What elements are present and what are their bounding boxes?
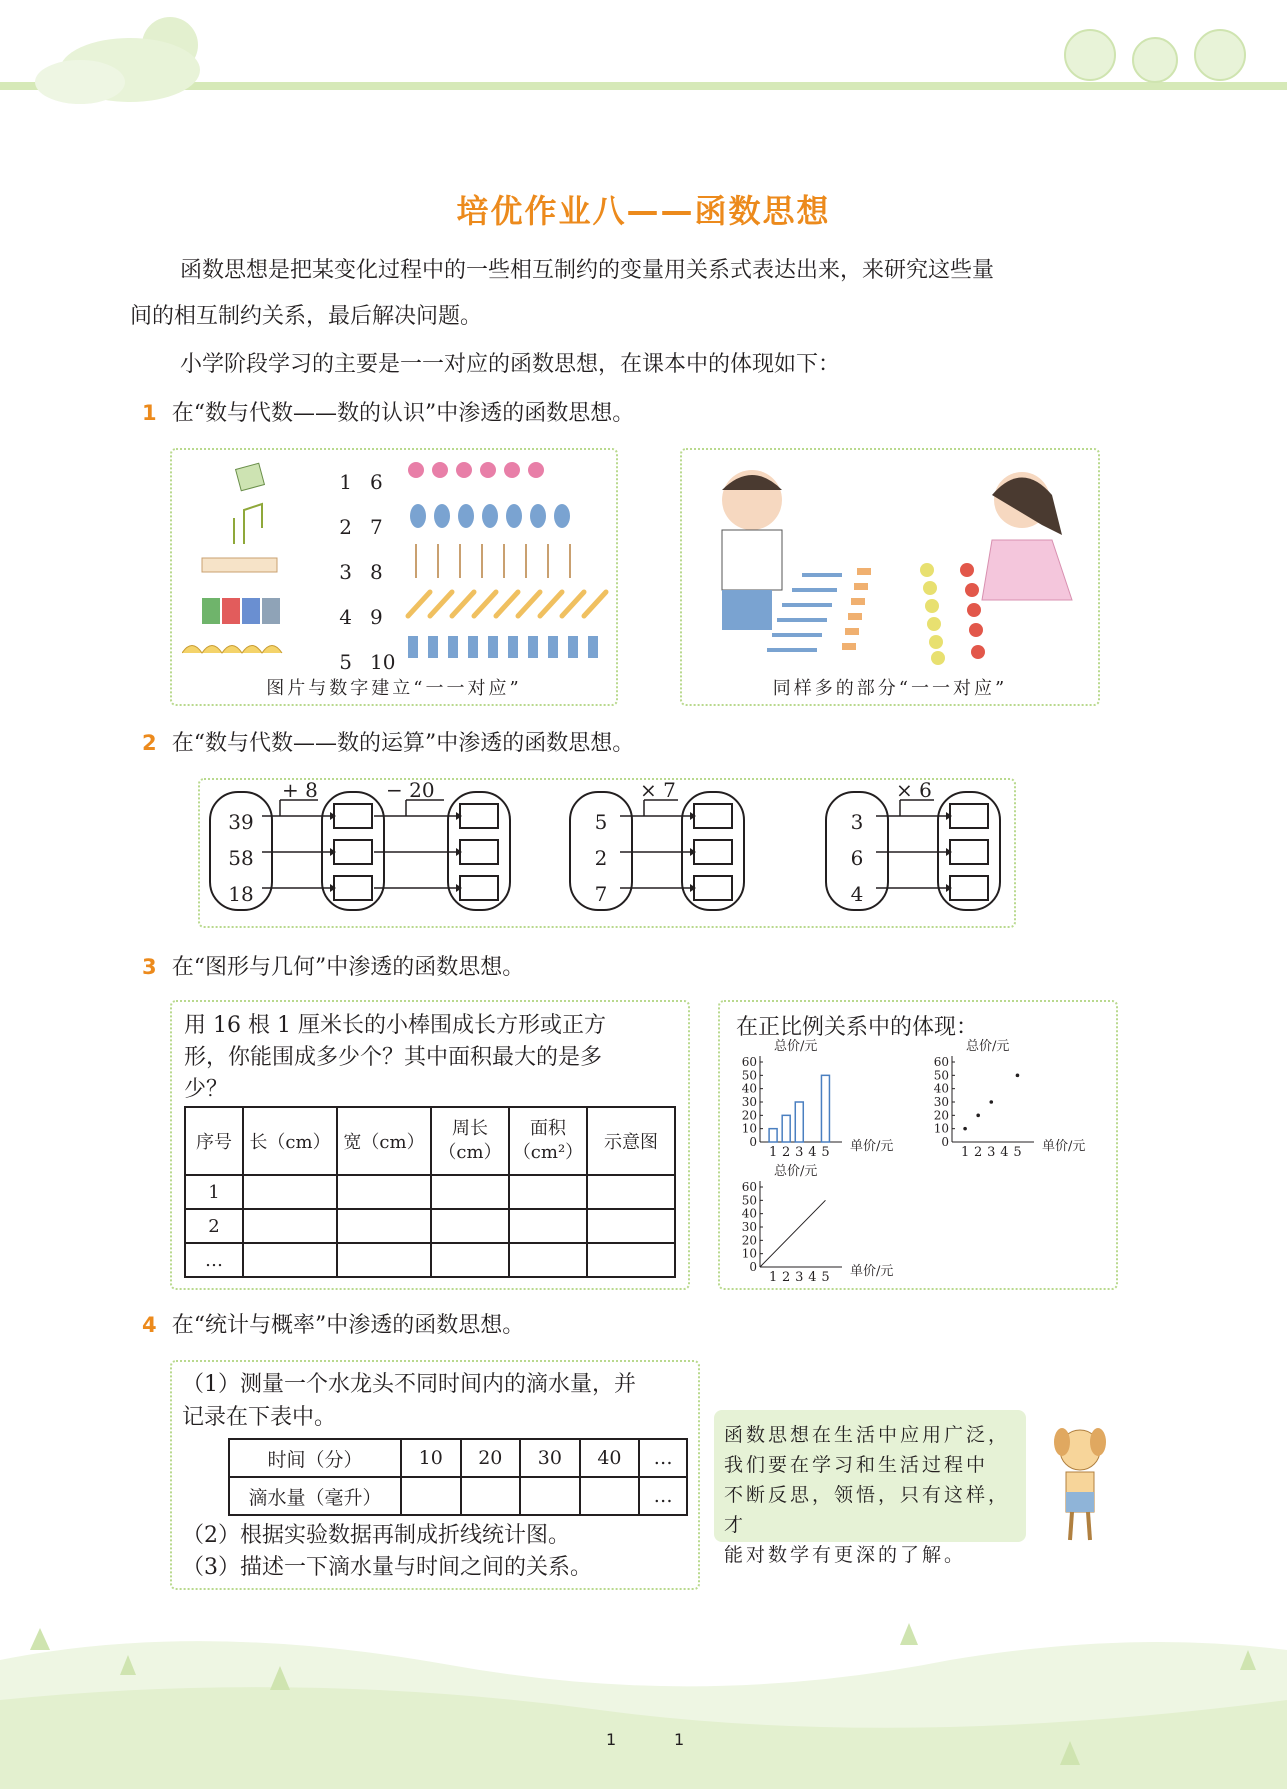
section-4-heading: 4 在“统计与概率”中渗透的函数思想。 — [142, 1313, 525, 1338]
chart-y-tick: 40 — [741, 1081, 757, 1096]
chart-x-label: 单价/元 — [1042, 1139, 1086, 1154]
page-title: 培优作业八——函数思想 — [456, 192, 831, 230]
page-number-right: 1 — [674, 1730, 685, 1749]
th-width: 宽（cm） — [337, 1107, 431, 1175]
s2-m3-inputs: 3 6 4 — [850, 810, 864, 906]
chart-x-tick: 1 — [960, 1145, 970, 1160]
chart-y-tick: 60 — [741, 1180, 757, 1194]
table-row: 滴水量（毫升） … — [229, 1477, 687, 1515]
chart-y-tick: 50 — [741, 1068, 757, 1083]
s1-numbers-b: 6 7 8 9 10 — [370, 470, 396, 674]
chart-y-tick: 10 — [933, 1121, 949, 1136]
chart-x-tick: 3 — [795, 1145, 804, 1160]
chart-x-tick: 1 — [768, 1145, 778, 1160]
chart-y-tick: 30 — [741, 1220, 757, 1234]
th-sketch: 示意图 — [587, 1107, 675, 1175]
table-header-row — [185, 1107, 675, 1175]
sun-cloud-decoration — [20, 0, 220, 110]
s4-items-2-3 — [182, 1520, 592, 1584]
s2-m1-op2: − 20 — [386, 778, 435, 802]
s2-m2-inputs: 5 2 7 — [594, 810, 608, 906]
s4-water-table — [228, 1438, 688, 1516]
chart-y-tick: 40 — [741, 1206, 757, 1221]
chart-y-tick: 60 — [933, 1055, 949, 1069]
chart-y-tick: 50 — [741, 1193, 757, 1208]
s2-m3-op: × 6 — [896, 778, 932, 802]
chart-y-tick: 30 — [741, 1095, 757, 1109]
chart-point — [963, 1127, 967, 1131]
chart-point — [1016, 1074, 1020, 1078]
chart-bar — [769, 1129, 777, 1142]
th-length: 长（cm） — [243, 1107, 337, 1175]
chart-y-tick: 20 — [933, 1108, 949, 1123]
chart-point — [976, 1114, 980, 1118]
table-row: 2 — [185, 1209, 675, 1243]
s1-right-images — [404, 456, 614, 668]
tip-bubble: 函数思想在生活中应用广泛， 我们要在学习和生活过程中 不断反思，领悟，只有这样，才 能对数学有更深的了解。 — [714, 1410, 1026, 1542]
s3-rectangle-table — [184, 1106, 676, 1278]
chart-y-tick: 30 — [933, 1095, 949, 1109]
chart-y-tick: 50 — [933, 1068, 949, 1083]
chart-y-tick: 0 — [749, 1260, 757, 1274]
s2-m1-inputs: 39 58 18 — [228, 810, 254, 906]
chart-bar — [782, 1115, 790, 1142]
intro-line-1: 函数思想是把某变化过程中的一些相互制约的变量用关系式表达出来，来研究这些量 — [180, 258, 995, 283]
chart-y-label: 总价/元 — [966, 1039, 1010, 1054]
chart-y-tick: 0 — [941, 1135, 949, 1149]
chart-x-label: 单价/元 — [850, 1139, 894, 1154]
chart-y-tick: 0 — [749, 1135, 757, 1149]
intro-line-3: 小学阶段学习的主要是一一对应的函数思想，在课本中的体现如下： — [180, 352, 841, 377]
s1-right-caption: 同样多的部分“一一对应” — [772, 678, 1008, 699]
th-perimeter: 周长 （cm） — [431, 1107, 509, 1175]
section-2-heading: 2 在“数与代数——数的运算”中渗透的函数思想。 — [142, 731, 635, 756]
table-row: … — [185, 1243, 675, 1277]
hills-decoration — [0, 1620, 1287, 1789]
dog-mascot-icon — [1040, 1420, 1120, 1550]
s1-left-box — [170, 448, 618, 706]
chart-x-tick: 1 — [768, 1270, 778, 1285]
s2-box — [198, 778, 1016, 928]
s4-item-2: （2）根据实验数据再制成折线统计图。 — [182, 1523, 570, 1548]
s3-left-box — [170, 1000, 690, 1290]
th-area: 面积 （cm²） — [509, 1107, 587, 1175]
s3-right-box — [718, 1000, 1118, 1290]
s2-m2-op: × 7 — [640, 778, 676, 802]
chart-point — [989, 1100, 993, 1104]
chart-bar — [795, 1102, 803, 1142]
s4-item-3: （3）描述一下滴水量与时间之间的关系。 — [182, 1555, 592, 1580]
th-index: 序号 — [185, 1107, 243, 1175]
chart-series-line — [760, 1200, 825, 1267]
chart-x-tick: 5 — [821, 1270, 830, 1285]
chart-x-tick: 2 — [782, 1270, 791, 1285]
chart-y-label: 总价/元 — [774, 1164, 818, 1179]
chart-y-tick: 20 — [741, 1108, 757, 1123]
s4-box — [170, 1360, 700, 1590]
chart-x-tick: 5 — [821, 1145, 830, 1160]
chart-y-tick: 60 — [741, 1055, 757, 1069]
chart-x-tick: 2 — [974, 1145, 983, 1160]
s3-question: 用 16 根 1 厘米长的小棒围成长方形或正方 形，你能围成多少个？其中面积最大的是多 少？ — [184, 1013, 606, 1102]
chart-y-tick: 20 — [741, 1233, 757, 1248]
s3-proportion-charts — [720, 1002, 1116, 1288]
page-number-left: 1 — [606, 1730, 617, 1749]
section-3-heading: 3 在“图形与几何”中渗透的函数思想。 — [142, 955, 525, 980]
chart-x-tick: 3 — [795, 1270, 804, 1285]
s1-right-box — [680, 448, 1100, 706]
chart-bar — [821, 1075, 829, 1142]
section-1-heading: 1 在“数与代数——数的认识”中渗透的函数思想。 — [142, 401, 635, 426]
chart-x-tick: 4 — [808, 1270, 817, 1285]
chart-y-label: 总价/元 — [774, 1039, 818, 1054]
chart-y-tick: 40 — [933, 1081, 949, 1096]
s1-children-illustration — [692, 460, 1092, 670]
s2-m1-op1: + 8 — [282, 778, 318, 802]
table-row: 时间（分） 10 20 30 40 … — [229, 1439, 687, 1477]
chart-x-tick: 5 — [1013, 1145, 1022, 1160]
s1-left-caption: 图片与数字建立“一一对应” — [266, 678, 522, 699]
chart-x-tick: 3 — [987, 1145, 996, 1160]
chart-x-tick: 4 — [1000, 1145, 1009, 1160]
chart-x-tick: 2 — [782, 1145, 791, 1160]
s3-charts-title: 在正比例关系中的体现： — [736, 1015, 979, 1040]
s4-item-1: （1）测量一个水龙头不同时间内的滴水量，并 记录在下表中。 — [182, 1372, 636, 1430]
intro-line-2: 间的相互制约关系，最后解决问题。 — [130, 304, 483, 329]
chart-y-tick: 10 — [741, 1246, 757, 1261]
chart-y-tick: 10 — [741, 1121, 757, 1136]
table-row: 1 — [185, 1175, 675, 1209]
chart-x-tick: 4 — [808, 1145, 817, 1160]
s1-numbers-a: 1 2 3 4 5 — [339, 470, 352, 674]
animal-heads-decoration — [1060, 10, 1260, 90]
chart-x-label: 单价/元 — [850, 1264, 894, 1279]
s1-left-images — [182, 458, 292, 668]
